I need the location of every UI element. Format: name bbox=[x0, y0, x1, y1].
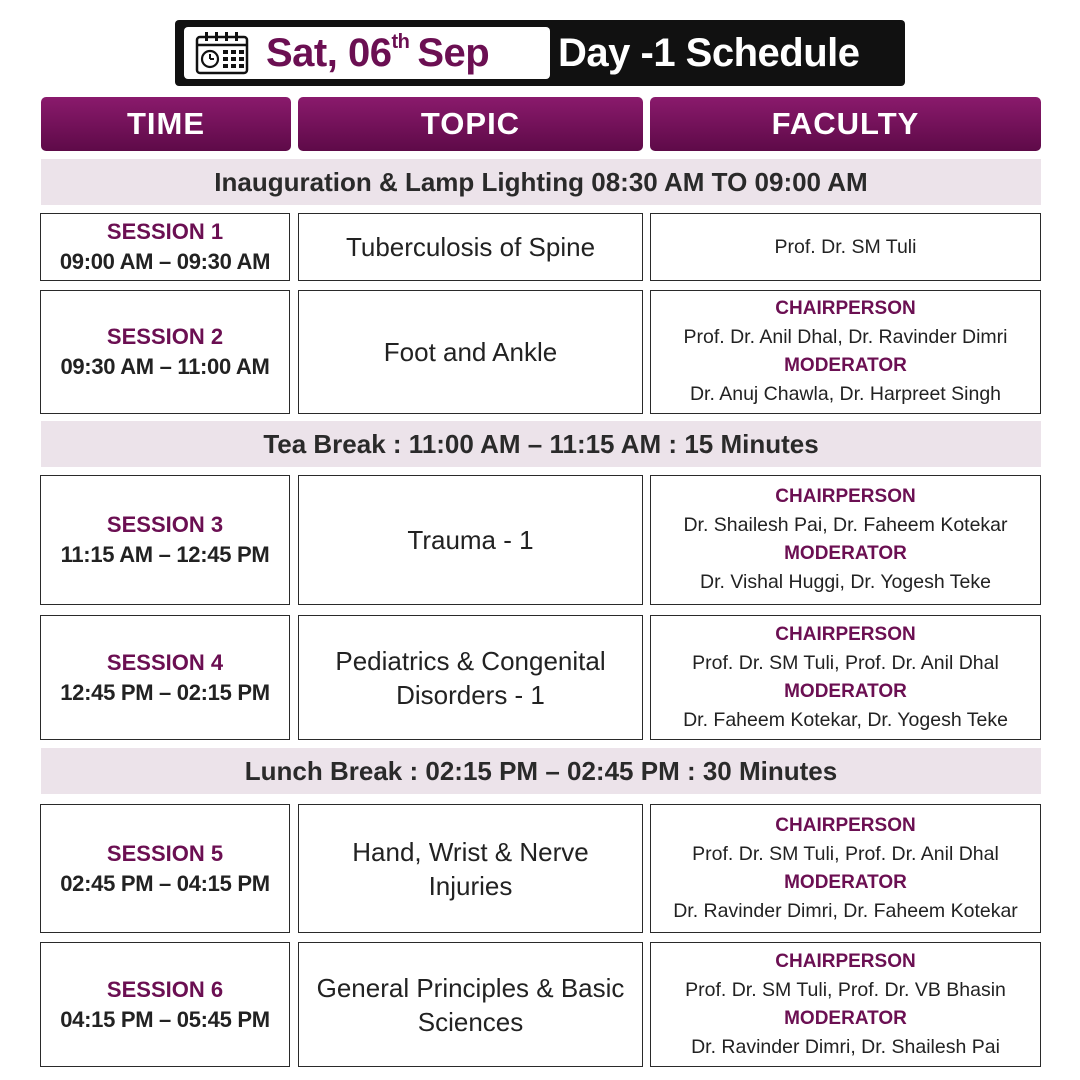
session-time: 11:15 AM – 12:45 PM bbox=[60, 542, 270, 567]
session-time: 12:45 PM – 02:15 PM bbox=[60, 679, 270, 705]
session-2-time-cell bbox=[40, 290, 290, 414]
page-title: Day -1 Schedule bbox=[558, 31, 860, 75]
session-time: 09:00 AM – 09:30 AM bbox=[59, 249, 271, 274]
moderator-label: MODERATOR bbox=[784, 680, 907, 702]
tea-break-band: Tea Break : 11:00 AM – 11:15 AM : 15 Minutes bbox=[41, 421, 1041, 467]
chairperson-names: Prof. Dr. Anil Dhal, Dr. Ravinder Dimri bbox=[683, 326, 1008, 348]
date-month: Sep bbox=[417, 31, 490, 75]
session-label: SESSION 5 bbox=[106, 840, 224, 866]
session-topic: Foot and Ankle bbox=[383, 337, 558, 367]
session-time: 02:45 PM – 04:15 PM bbox=[60, 870, 270, 896]
moderator-names: Dr. Faheem Kotekar, Dr. Yogesh Teke bbox=[683, 708, 1008, 731]
lunch-break-band: Lunch Break : 02:15 PM – 02:45 PM : 30 Minutes bbox=[41, 748, 1041, 794]
date-day: Sat, 06 bbox=[266, 31, 392, 75]
chairperson-label: CHAIRPERSON bbox=[775, 623, 916, 645]
session-4-time-cell bbox=[40, 615, 290, 740]
column-header-time: TIME bbox=[41, 97, 291, 151]
chairperson-label: CHAIRPERSON bbox=[775, 950, 916, 972]
moderator-names: Dr. Ravinder Dimri, Dr. Shailesh Pai bbox=[691, 1035, 1000, 1058]
moderator-names: Dr. Anuj Chawla, Dr. Harpreet Singh bbox=[689, 383, 1002, 405]
column-header-faculty: FACULTY bbox=[650, 97, 1041, 151]
session-topic-line-1: Pediatrics & Congenital bbox=[335, 645, 606, 676]
moderator-names: Dr. Vishal Huggi, Dr. Yogesh Teke bbox=[700, 571, 991, 593]
date-ordinal: th bbox=[391, 31, 410, 53]
session-label: SESSION 2 bbox=[106, 324, 224, 349]
moderator-label: MODERATOR bbox=[784, 543, 907, 564]
session-3-faculty-cell bbox=[650, 475, 1041, 605]
calendar-icon bbox=[194, 31, 250, 75]
session-topic: Trauma - 1 bbox=[407, 525, 534, 555]
session-5-faculty-cell bbox=[650, 804, 1041, 933]
chairperson-label: CHAIRPERSON bbox=[775, 486, 916, 507]
session-2-topic-cell bbox=[298, 290, 643, 414]
session-label: SESSION 1 bbox=[106, 219, 224, 244]
session-3-time-cell bbox=[40, 475, 290, 605]
session-1-topic-cell bbox=[298, 213, 643, 281]
session-1-time-cell bbox=[40, 213, 290, 281]
session-3-topic-cell bbox=[298, 475, 643, 605]
chairperson-names: Prof. Dr. SM Tuli, Prof. Dr. VB Bhasin bbox=[685, 978, 1006, 1001]
session-time: 09:30 AM – 11:00 AM bbox=[60, 354, 270, 379]
session-topic-line-2: Injuries bbox=[428, 870, 513, 901]
moderator-names: Dr. Ravinder Dimri, Dr. Faheem Kotekar bbox=[673, 899, 1018, 922]
inauguration-band: Inauguration & Lamp Lighting 08:30 AM TO 09:00 AM bbox=[41, 159, 1041, 205]
session-topic-line-2: Disorders - 1 bbox=[396, 679, 545, 710]
chairperson-names: Dr. Shailesh Pai, Dr. Faheem Kotekar bbox=[683, 514, 1008, 536]
session-4-faculty-cell bbox=[650, 615, 1041, 740]
session-label: SESSION 6 bbox=[106, 976, 224, 1002]
session-label: SESSION 4 bbox=[106, 649, 224, 675]
session-4-topic-cell bbox=[298, 615, 643, 740]
session-5-time-cell bbox=[40, 804, 290, 933]
session-6-time-cell bbox=[40, 942, 290, 1067]
date-text bbox=[266, 27, 489, 79]
chairperson-label: CHAIRPERSON bbox=[775, 814, 916, 836]
session-5-topic-cell bbox=[298, 804, 643, 933]
session-2-faculty-cell bbox=[650, 290, 1041, 414]
session-topic-line-1: General Principles & Basic bbox=[316, 972, 625, 1003]
column-header-topic: TOPIC bbox=[298, 97, 643, 151]
chairperson-label: CHAIRPERSON bbox=[775, 298, 916, 319]
session-topic: Tuberculosis of Spine bbox=[345, 232, 596, 262]
session-6-faculty-cell bbox=[650, 942, 1041, 1067]
moderator-label: MODERATOR bbox=[784, 871, 907, 893]
moderator-label: MODERATOR bbox=[784, 355, 907, 376]
chairperson-names: Prof. Dr. SM Tuli, Prof. Dr. Anil Dhal bbox=[692, 842, 999, 865]
session-topic-line-2: Sciences bbox=[417, 1006, 524, 1037]
date-box bbox=[184, 27, 550, 79]
session-time: 04:15 PM – 05:45 PM bbox=[60, 1006, 270, 1032]
moderator-label: MODERATOR bbox=[784, 1007, 907, 1029]
session-1-faculty-cell bbox=[650, 213, 1041, 281]
session-label: SESSION 3 bbox=[106, 512, 224, 537]
chairperson-names: Prof. Dr. SM Tuli, Prof. Dr. Anil Dhal bbox=[692, 651, 999, 674]
session-6-topic-cell bbox=[298, 942, 643, 1067]
speaker-names: Prof. Dr. SM Tuli bbox=[774, 236, 917, 258]
session-topic-line-1: Hand, Wrist & Nerve bbox=[352, 836, 589, 867]
